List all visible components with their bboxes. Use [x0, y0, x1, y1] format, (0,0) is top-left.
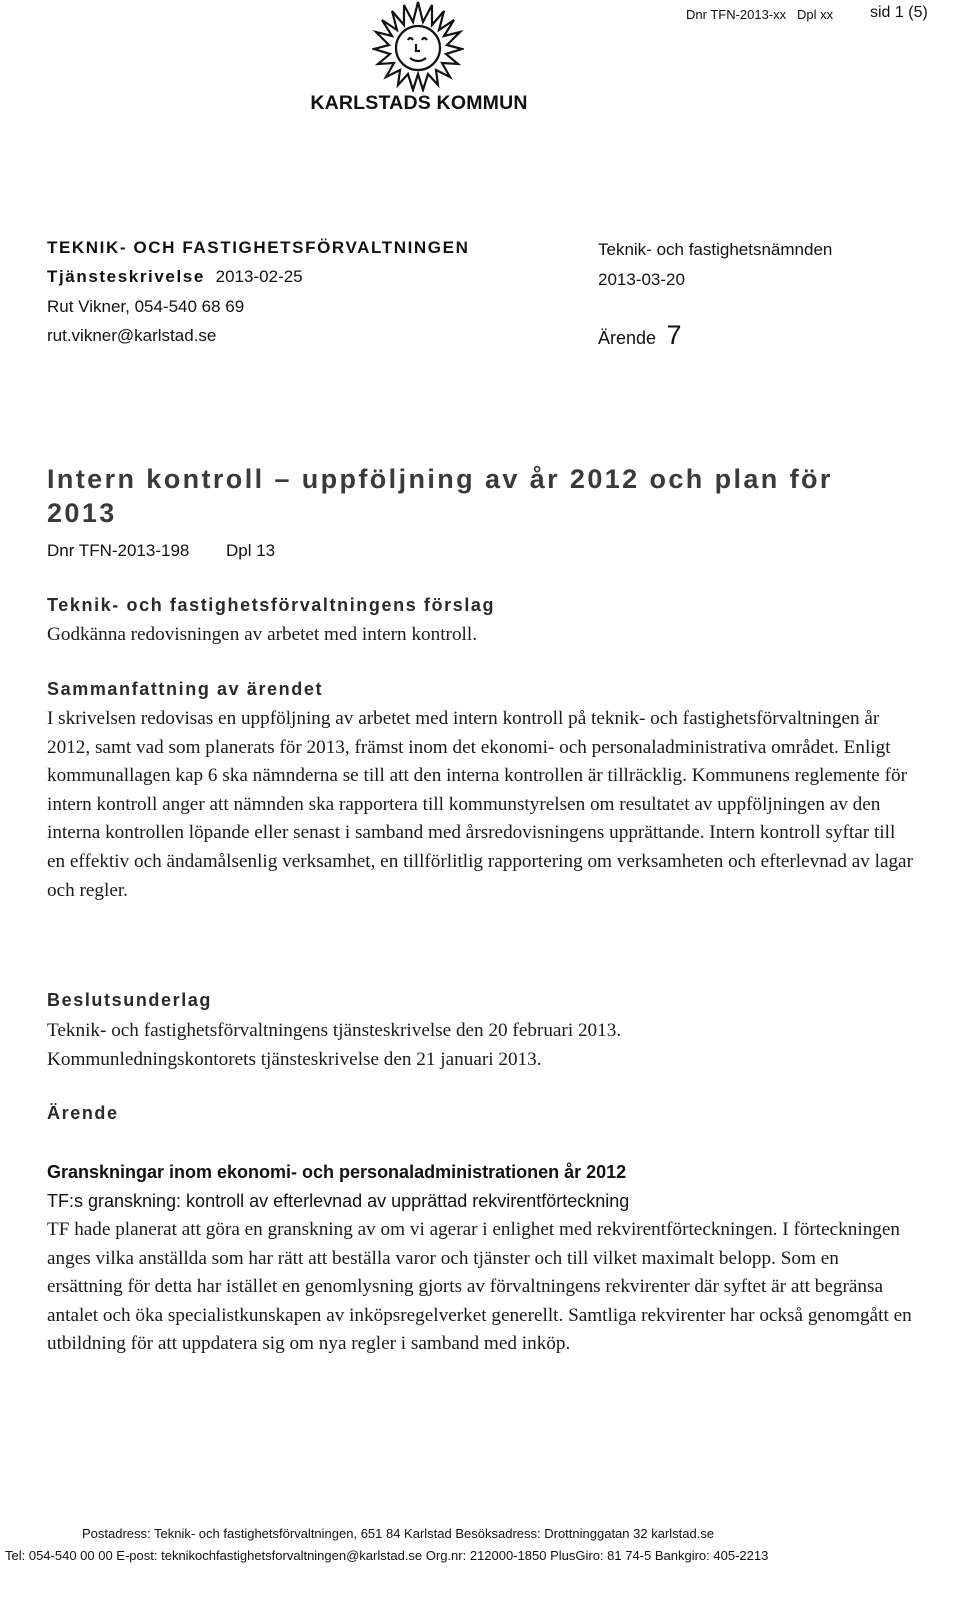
meeting-date: 2013-03-20 — [598, 270, 685, 289]
department-name: TEKNIK- OCH FASTIGHETSFÖRVALTNINGEN — [47, 238, 470, 257]
board-name: Teknik- och fastighetsnämnden — [598, 240, 833, 259]
arende-text: TF hade planerat att göra en granskning av om vi agerar i enlighet med rekvirentförteckningen. I förteckningen anges vilka anställda som har rätt att beställa varor och tjänster och till vilket maximalt belopp. Som en ersättning för detta har istället en genomlysning gjorts av förvaltningens rekvirenter där syftet är att begränsa antalet och öka specialistkunskapen av inköpsregelverket generellt. Samtliga rekvirenter har också genomgått en utbildning för att uppdatera sig om nya regler i samband med inköp. — [47, 1219, 912, 1355]
contact-line: Rut Vikner, 054-540 68 69 — [47, 297, 245, 316]
arende-number: 7 — [666, 320, 682, 350]
title-dpl: Dpl 13 — [226, 541, 276, 560]
proposal-heading: Teknik- och fastighetsförvaltningens förslag — [47, 595, 496, 615]
arende-label: Ärende — [598, 328, 657, 348]
page-title: Intern kontroll – uppföljning av år 2012 och plan för 2013 — [47, 464, 833, 528]
summary-text: I skrivelsen redovisas en uppföljning av arbetet med intern kontroll på teknik- och fastighetsförvaltningen år 2012, samt vad som planerats för 2013, främst inom det ekonomi- och personaladministrativa området. Enligt kommunallagen kap 6 ska nämnderna se till att den interna kontrollen är tillräcklig. Kommunens reglemente för intern kontroll anger att nämnden ska rapportera till kommunstyrelsen om resultatet av uppföljningen av den interna kontrollen löpande eller senast i samband med årsredovisningens upprättande. Intern kontroll syftar till en effektiv och ändamålsenlig verksamhet, en tillförlitlig rapportering om verksamheten och efterlevnad av lagar och regler. — [47, 708, 913, 901]
arende-subheading: Granskningar inom ekonomi- och personaladministrationen år 2012 — [47, 1162, 627, 1182]
arende-heading: Ärende — [47, 1103, 119, 1123]
proposal-text: Godkänna redovisningen av arbetet med intern kontroll. — [47, 624, 477, 645]
summary-heading: Sammanfattning av ärendet — [47, 679, 324, 699]
title-dnr: Dnr TFN-2013-198 — [47, 541, 190, 560]
top-dpl: Dpl xx — [797, 7, 834, 22]
footer-contact: Tel: 054-540 00 00 E-post: teknikochfastighetsforvaltningen@karlstad.se Org.nr: 212000-1850 PlusGiro: 81 74-5 Bankgiro: 405-2213 — [5, 1548, 769, 1563]
basis-line-2: Kommunledningskontorets tjänsteskrivelse den 21 januari 2013. — [47, 1049, 542, 1070]
contact-email[interactable]: rut.vikner@karlstad.se — [47, 326, 217, 345]
footer-address: Postadress: Teknik- och fastighetsförvaltningen, 651 84 Karlstad Besöksadress: Drottninggatan 32 karlstad.se — [82, 1526, 715, 1541]
municipality-logo — [296, 0, 542, 116]
logo-text: KARLSTADS KOMMUN — [310, 92, 528, 114]
top-dnr: Dnr TFN-2013-xx — [686, 7, 787, 22]
sun-face-icon — [372, 0, 464, 92]
doc-type-line — [47, 267, 303, 287]
doc-type: Tjänsteskrivelse — [47, 267, 205, 286]
arende-number-line — [598, 320, 682, 351]
basis-heading: Beslutsunderlag — [47, 990, 213, 1010]
arende-subsubheading: TF:s granskning: kontroll av efterlevnad av upprättad rekvirentförteckning — [47, 1191, 630, 1211]
page-number: sid 1 (5) — [870, 4, 928, 21]
basis-line-1: Teknik- och fastighetsförvaltningens tjänsteskrivelse den 20 februari 2013. — [47, 1020, 622, 1041]
doc-date: 2013-02-25 — [215, 267, 303, 286]
